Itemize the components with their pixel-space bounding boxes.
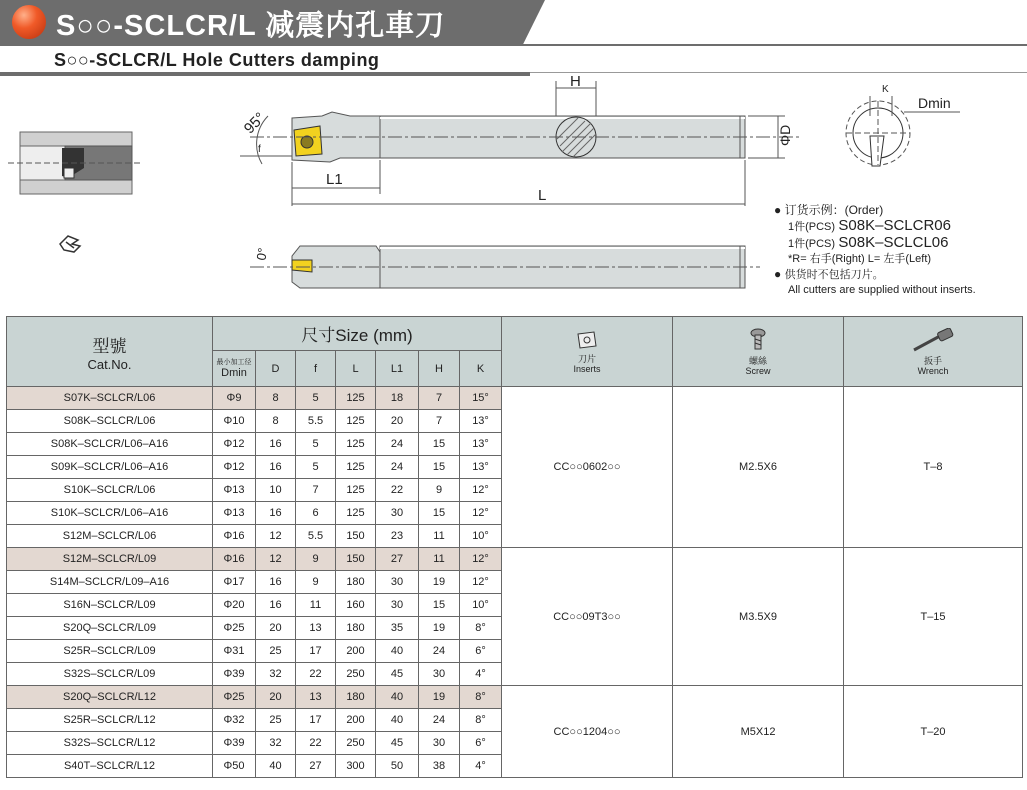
table-cell: 20 — [256, 686, 296, 709]
table-cell: 5.5 — [296, 410, 336, 433]
table-cell: Φ13 — [213, 502, 256, 525]
orange-ball-icon — [12, 5, 46, 39]
cell-cat-no: S10K–SCLCR/L06–A16 — [7, 502, 213, 525]
table-row — [7, 387, 1023, 410]
table-cell: 125 — [336, 387, 376, 410]
table-cell: 7 — [419, 410, 460, 433]
table-cell: 8° — [460, 617, 502, 640]
table-cell: 8 — [256, 387, 296, 410]
table-cell: Φ9 — [213, 387, 256, 410]
insert-icon — [576, 330, 598, 350]
dim-h-label: H — [570, 76, 581, 90]
table-cell: 125 — [336, 410, 376, 433]
table-cell: Φ12 — [213, 456, 256, 479]
dim-phid-label: ΦD — [777, 124, 793, 146]
table-cell: 22 — [376, 479, 419, 502]
dim-k-label: K — [882, 84, 889, 95]
spec-table-body — [7, 387, 1023, 778]
table-cell: 5 — [296, 433, 336, 456]
table-cell: Φ20 — [213, 594, 256, 617]
page-subtitle: S○○-SCLCR/L Hole Cutters damping — [54, 50, 380, 70]
table-cell: 24 — [419, 640, 460, 663]
dim-l1-label: L1 — [326, 171, 343, 188]
table-cell: 9 — [296, 548, 336, 571]
header-inserts — [502, 317, 673, 387]
order-line-3-code: S08K–SCLCL06 — [838, 234, 949, 251]
table-cell: 12° — [460, 548, 502, 571]
dim-f-label: f — [258, 144, 261, 155]
cell-cat-no: S10K–SCLCR/L06 — [7, 479, 213, 502]
table-cell: 32 — [256, 732, 296, 755]
header-inserts-en: Inserts — [573, 363, 601, 374]
header-wrench — [844, 317, 1023, 387]
table-cell: 40 — [376, 686, 419, 709]
header-l1: L1 — [376, 351, 419, 387]
table-cell: Φ25 — [213, 686, 256, 709]
order-line-6: All cutters are supplied without inserts. — [788, 284, 976, 296]
header-screw-cn: 螺絲 — [749, 355, 768, 366]
table-cell: 180 — [336, 686, 376, 709]
table-cell: Φ17 — [213, 571, 256, 594]
table-cell: Φ16 — [213, 548, 256, 571]
table-cell: 10° — [460, 525, 502, 548]
table-cell: 19 — [419, 686, 460, 709]
table-cell: 160 — [336, 594, 376, 617]
cell-cat-no: S25R–SCLCR/L12 — [7, 709, 213, 732]
table-cell: 13 — [296, 686, 336, 709]
table-cell: 20 — [376, 410, 419, 433]
table-cell: Φ12 — [213, 433, 256, 456]
table-cell: 11 — [419, 525, 460, 548]
table-cell: 13 — [296, 617, 336, 640]
table-cell: 8 — [256, 410, 296, 433]
subtitle-thin-rule — [530, 72, 1027, 73]
table-cell: 12° — [460, 502, 502, 525]
cell-cat-no: S09K–SCLCR/L06–A16 — [7, 456, 213, 479]
table-cell: 4° — [460, 755, 502, 778]
table-cell: 10 — [256, 479, 296, 502]
table-cell: 19 — [419, 571, 460, 594]
order-line-3-prefix: 1件(PCS) — [788, 238, 836, 250]
table-cell: 180 — [336, 571, 376, 594]
header-size: 尺寸Size (mm) — [213, 317, 502, 351]
order-line-5: 供货时不包括刀片。 — [784, 269, 884, 281]
table-cell: 30 — [419, 732, 460, 755]
table-cell: 300 — [336, 755, 376, 778]
table-cell: 22 — [296, 663, 336, 686]
tool-side-view — [250, 246, 760, 288]
table-cell: 16 — [256, 594, 296, 617]
table-cell: 30 — [376, 594, 419, 617]
table-cell: Φ32 — [213, 709, 256, 732]
table-cell: Φ13 — [213, 479, 256, 502]
header-f: f — [296, 351, 336, 387]
cell-wrench: T–15 — [844, 548, 1023, 686]
tool-top-view — [240, 76, 800, 206]
table-cell: 6° — [460, 640, 502, 663]
cell-insert: CC○○09T3○○ — [502, 548, 673, 686]
table-cell: 5 — [296, 456, 336, 479]
order-line-2-prefix: 1件(PCS) — [788, 221, 836, 233]
table-cell: 27 — [376, 548, 419, 571]
header-wrench-en: Wrench — [917, 365, 949, 376]
cell-screw: M5X12 — [673, 686, 844, 778]
table-cell: 15 — [419, 456, 460, 479]
table-cell: 25 — [256, 640, 296, 663]
table-cell: 200 — [336, 640, 376, 663]
table-cell: 8° — [460, 686, 502, 709]
header-inserts-cn: 刀片 — [578, 353, 597, 364]
header-dmin-cn: 最小加工径 — [216, 358, 252, 366]
cell-screw: M3.5X9 — [673, 548, 844, 686]
cell-cat-no: S12M–SCLCR/L09 — [7, 548, 213, 571]
table-cell: 6 — [296, 502, 336, 525]
bullet-icon: ● — [774, 267, 785, 281]
dim-l-label: L — [538, 187, 547, 204]
table-cell: 32 — [256, 663, 296, 686]
table-cell: 7 — [296, 479, 336, 502]
table-cell: 180 — [336, 617, 376, 640]
table-cell: 125 — [336, 456, 376, 479]
table-cell: Φ16 — [213, 525, 256, 548]
table-cell: 15 — [419, 502, 460, 525]
header-dmin — [213, 351, 256, 387]
table-cell: 125 — [336, 479, 376, 502]
table-cell: 40 — [376, 640, 419, 663]
table-cell: 19 — [419, 617, 460, 640]
table-cell: 6° — [460, 732, 502, 755]
table-cell: 30 — [376, 502, 419, 525]
table-cell: 250 — [336, 663, 376, 686]
table-cell: 16 — [256, 571, 296, 594]
header-h: H — [419, 351, 460, 387]
table-cell: 18 — [376, 387, 419, 410]
order-line-4: *R= 右手(Right) L= 左手(Left) — [788, 253, 932, 265]
table-cell: 24 — [419, 709, 460, 732]
order-line-1: 订货示例：(Order) — [784, 203, 884, 217]
table-cell: 10° — [460, 594, 502, 617]
table-cell: 150 — [336, 548, 376, 571]
header-dmin-label: Dmin — [221, 366, 247, 379]
table-cell: 30 — [376, 571, 419, 594]
cell-cat-no: S32S–SCLCR/L09 — [7, 663, 213, 686]
table-cell: 12° — [460, 571, 502, 594]
header-model-cn: 型號 — [92, 336, 127, 356]
table-cell: 15 — [419, 594, 460, 617]
header-screw — [673, 317, 844, 387]
table-cell: 17 — [296, 640, 336, 663]
screw-icon — [749, 328, 767, 352]
cell-cat-no: S16N–SCLCR/L09 — [7, 594, 213, 617]
dim-dmin-label: Dmin — [918, 95, 951, 111]
header-screw-en: Screw — [745, 365, 771, 376]
table-cell: 20 — [256, 617, 296, 640]
cell-cat-no: S40T–SCLCR/L12 — [7, 755, 213, 778]
table-cell: 24 — [376, 456, 419, 479]
table-cell: 23 — [376, 525, 419, 548]
table-cell: Φ10 — [213, 410, 256, 433]
table-cell: 30 — [419, 663, 460, 686]
table-cell: 15 — [419, 433, 460, 456]
table-cell: 4° — [460, 663, 502, 686]
table-cell: 27 — [296, 755, 336, 778]
table-cell: 45 — [376, 732, 419, 755]
header-k: K — [460, 351, 502, 387]
boring-illustration — [8, 132, 142, 194]
table-cell: 16 — [256, 456, 296, 479]
cell-cat-no: S07K–SCLCR/L06 — [7, 387, 213, 410]
page-title: S○○-SCLCR/L 减震内孔車刀 — [56, 10, 446, 42]
wrench-icon — [910, 328, 956, 352]
cell-insert: CC○○1204○○ — [502, 686, 673, 778]
order-info — [774, 203, 976, 298]
cell-cat-no: S25R–SCLCR/L09 — [7, 640, 213, 663]
table-cell: 15° — [460, 387, 502, 410]
cell-cat-no: S20Q–SCLCR/L09 — [7, 617, 213, 640]
title-rule — [0, 44, 1027, 46]
table-cell: Φ31 — [213, 640, 256, 663]
table-cell: 22 — [296, 732, 336, 755]
tool-end-view — [846, 84, 960, 166]
table-cell: 125 — [336, 433, 376, 456]
cell-cat-no: S32S–SCLCR/L12 — [7, 732, 213, 755]
table-cell: 50 — [376, 755, 419, 778]
table-cell: 12 — [256, 548, 296, 571]
table-cell: 12 — [256, 525, 296, 548]
table-cell: 45 — [376, 663, 419, 686]
table-cell: 13° — [460, 410, 502, 433]
table-cell: 13° — [460, 456, 502, 479]
table-cell: Φ50 — [213, 755, 256, 778]
angle-bottom-label: 0° — [253, 246, 271, 262]
table-cell: 40 — [256, 755, 296, 778]
spec-table — [6, 316, 1023, 778]
cell-cat-no: S20Q–SCLCR/L12 — [7, 686, 213, 709]
table-cell: 40 — [376, 709, 419, 732]
table-cell: 150 — [336, 525, 376, 548]
header-l: L — [336, 351, 376, 387]
cell-screw: M2.5X6 — [673, 387, 844, 548]
table-cell: 9 — [419, 479, 460, 502]
table-cell: 38 — [419, 755, 460, 778]
table-cell: 13° — [460, 433, 502, 456]
table-row — [7, 686, 1023, 709]
table-cell: 5.5 — [296, 525, 336, 548]
table-cell: 16 — [256, 433, 296, 456]
angle-top-label: 95° — [240, 109, 269, 138]
table-cell: 35 — [376, 617, 419, 640]
table-cell: 25 — [256, 709, 296, 732]
table-row — [7, 548, 1023, 571]
table-cell: 11 — [419, 548, 460, 571]
header-wrench-cn: 扳手 — [924, 355, 943, 366]
table-cell: 16 — [256, 502, 296, 525]
cell-cat-no: S08K–SCLCR/L06 — [7, 410, 213, 433]
cell-cat-no: S08K–SCLCR/L06–A16 — [7, 433, 213, 456]
hand-icon — [60, 236, 80, 252]
table-cell: Φ25 — [213, 617, 256, 640]
cell-wrench: T–20 — [844, 686, 1023, 778]
cell-cat-no: S12M–SCLCR/L06 — [7, 525, 213, 548]
table-cell: 200 — [336, 709, 376, 732]
table-cell: 8° — [460, 709, 502, 732]
table-cell: 24 — [376, 433, 419, 456]
table-cell: 7 — [419, 387, 460, 410]
table-cell: 11 — [296, 594, 336, 617]
header-model-en: Cat.No. — [87, 356, 132, 372]
table-cell: 250 — [336, 732, 376, 755]
header-model — [7, 317, 213, 387]
table-cell: 12° — [460, 479, 502, 502]
table-cell: 5 — [296, 387, 336, 410]
table-cell: Φ39 — [213, 732, 256, 755]
table-cell: 125 — [336, 502, 376, 525]
order-line-2-code: S08K–SCLCR06 — [838, 217, 951, 234]
table-cell: Φ39 — [213, 663, 256, 686]
cell-wrench: T–8 — [844, 387, 1023, 548]
bullet-icon: ● — [774, 203, 785, 217]
cell-insert: CC○○0602○○ — [502, 387, 673, 548]
cell-cat-no: S14M–SCLCR/L09–A16 — [7, 571, 213, 594]
table-cell: 17 — [296, 709, 336, 732]
table-cell: 9 — [296, 571, 336, 594]
header-d: D — [256, 351, 296, 387]
